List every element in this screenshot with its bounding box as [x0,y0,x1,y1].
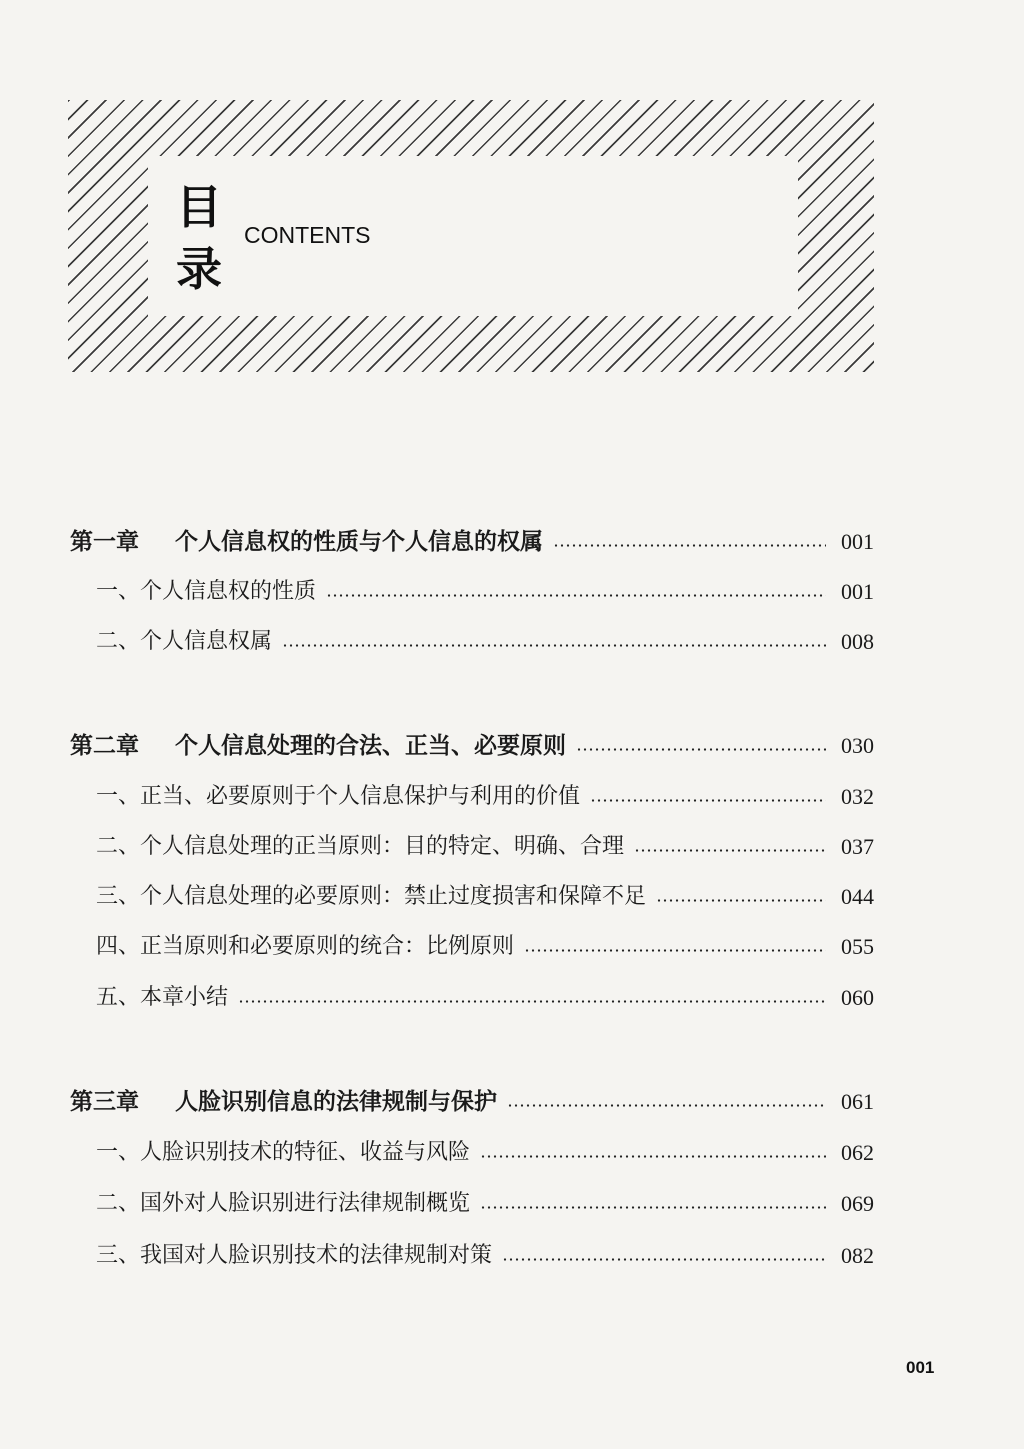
toc-section-title: 三、个人信息处理的必要原则：禁止过度损害和保障不足 [96,884,647,909]
contents-title-char-2: 录 [176,242,222,296]
toc-section-2-3[interactable] [70,877,874,917]
toc-leader-dots [502,1258,826,1261]
toc-chapter-title: 个人信息权的性质与个人信息的权属 [175,529,543,555]
toc-section-3-2[interactable] [70,1184,874,1224]
toc-section-title: 一、个人信息权的性质 [96,579,317,604]
toc-chapter-1[interactable] [70,522,874,562]
toc-entry-text [70,522,543,562]
toc-leader-dots [553,544,826,547]
toc-section-title: 五、本章小结 [96,985,229,1010]
toc-page-number: 055 [841,934,874,959]
toc-page-number: 060 [841,985,874,1010]
toc-section-title: 四、正当原则和必要原则的统合：比例原则 [96,934,515,959]
toc-section-3-3[interactable] [70,1236,874,1276]
toc-page-number: 082 [841,1243,874,1268]
toc-entry-text [70,726,566,766]
toc-leader-dots [590,799,826,802]
toc-leader-dots [507,1104,826,1107]
toc-leader-dots [480,1206,826,1209]
toc-section-2-5[interactable] [70,978,874,1018]
toc-page-number: 061 [841,1089,874,1114]
toc-chapter-number: 第一章 [70,529,139,555]
toc-chapter-number: 第三章 [70,1089,139,1115]
page-number: 001 [906,1358,935,1377]
toc-leader-dots [282,644,826,647]
toc-section-3-1[interactable] [70,1133,874,1173]
toc-leader-dots [634,849,826,852]
toc-page-number: 037 [841,834,874,859]
toc-section-2-1[interactable] [70,777,874,817]
toc-chapter-title: 个人信息处理的合法、正当、必要原则 [175,733,566,759]
toc-page-number: 030 [841,733,874,758]
toc-page-number: 069 [841,1191,874,1216]
toc-section-title: 二、个人信息处理的正当原则：目的特定、明确、合理 [96,834,625,859]
toc-page-number: 008 [841,629,874,654]
toc-page-number: 001 [841,529,874,554]
toc-section-2-2[interactable] [70,827,874,867]
toc-section-1-2[interactable] [70,622,874,662]
toc-section-2-4[interactable] [70,927,874,967]
toc-section-1-1[interactable] [70,572,874,612]
toc-leader-dots [326,594,826,597]
toc-chapter-2[interactable] [70,726,874,766]
toc-section-title: 二、国外对人脸识别进行法律规制概览 [96,1191,471,1216]
contents-title-char-1: 目 [176,180,222,234]
toc-page-number: 032 [841,784,874,809]
toc-page-number: 001 [841,579,874,604]
toc-section-title: 二、个人信息权属 [96,629,273,654]
toc-page-number: 044 [841,884,874,909]
toc-leader-dots [576,748,826,751]
toc-leader-dots [480,1155,826,1158]
contents-title-english: CONTENTS [244,222,371,248]
toc-leader-dots [524,949,826,952]
toc-chapter-title: 人脸识别信息的法律规制与保护 [175,1089,497,1115]
contents-header-box [68,100,874,372]
toc-section-title: 一、正当、必要原则于个人信息保护与利用的价值 [96,784,581,809]
toc-page-number: 062 [841,1140,874,1165]
toc-entry-text [70,1082,497,1122]
toc-chapter-3[interactable] [70,1082,874,1122]
toc-leader-dots [238,1000,826,1003]
toc-section-title: 三、我国对人脸识别技术的法律规制对策 [96,1243,493,1268]
toc-section-title: 一、人脸识别技术的特征、收益与风险 [96,1140,471,1165]
contents-header-inner [148,156,798,316]
toc-chapter-number: 第二章 [70,733,139,759]
toc-leader-dots [656,899,826,902]
